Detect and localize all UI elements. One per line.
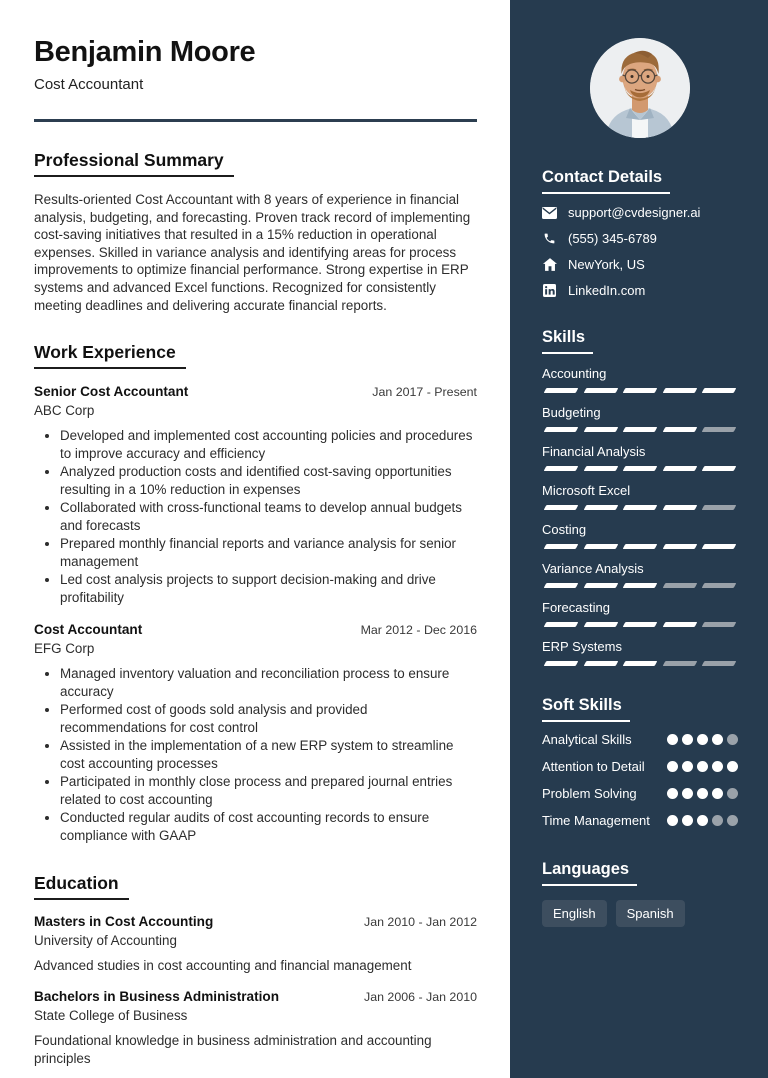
soft-skill-name: Problem Solving — [542, 786, 637, 801]
dot-filled — [697, 761, 708, 772]
skill-level-bar — [542, 622, 738, 627]
bar-segment-filled — [662, 427, 696, 432]
bar-segment-filled — [662, 544, 696, 549]
bar-segment-filled — [583, 466, 617, 471]
dot-filled — [727, 761, 738, 772]
bar-segment-filled — [544, 388, 578, 393]
bar-segment-filled — [702, 388, 736, 393]
education-description: Advanced studies in cost accounting and financial management — [34, 958, 412, 974]
soft-skill-level-dots — [667, 812, 738, 830]
phone-icon — [542, 231, 557, 246]
bullet-item: • Performed cost of goods sold analysis and provided recommendations for cost control — [60, 701, 477, 737]
bullet-item: • Led cost analysis projects to support decision-making and drive profitability — [60, 571, 477, 607]
education-section — [34, 873, 477, 1068]
dot-filled — [712, 761, 723, 772]
bullet-item: • Managed inventory valuation and reconciliation process to ensure accuracy — [60, 665, 477, 701]
bar-segment-filled — [544, 427, 578, 432]
contact-email — [542, 205, 738, 220]
bar-segment-filled — [623, 388, 657, 393]
contact-phone — [542, 231, 738, 246]
linkedin-icon — [542, 283, 557, 298]
language-pill-list — [542, 900, 738, 927]
skill-level-bar — [542, 388, 738, 393]
contact-section — [542, 168, 738, 298]
dot-filled — [682, 734, 693, 745]
bar-segment-filled — [544, 505, 578, 510]
bar-segment-filled — [662, 505, 696, 510]
skill-level-bar — [542, 505, 738, 510]
soft-skills-list — [542, 731, 738, 830]
education-header — [34, 914, 477, 929]
dot-filled — [667, 734, 678, 745]
education-description: Foundational knowledge in business administration and accounting principles — [34, 1033, 432, 1067]
soft-skill-item — [542, 731, 738, 749]
soft-skill-item — [542, 758, 738, 776]
home-icon — [542, 257, 557, 272]
bar-segment-filled — [662, 388, 696, 393]
education-header — [34, 989, 477, 1004]
skill-item — [542, 639, 738, 666]
job-bullet-list — [34, 665, 477, 845]
skill-item — [542, 483, 738, 510]
bullet-item: • Collaborated with cross-functional teams to develop annual budgets and forecasts — [60, 499, 477, 535]
envelope-icon — [542, 205, 557, 220]
job-company: EFG Corp — [34, 641, 95, 657]
bar-segment-filled — [583, 427, 617, 432]
education-dates: Jan 2010 - Jan 2012 — [364, 915, 477, 930]
contact-heading: Contact Details — [542, 168, 670, 194]
bullet-item: • Developed and implemented cost accounting policies and procedures to improve accuracy and efficiency — [60, 427, 477, 463]
contact-location-text: NewYork, US — [568, 257, 645, 272]
education-entry — [34, 989, 477, 1068]
experience-section — [34, 342, 477, 845]
skill-name: Financial Analysis — [542, 444, 646, 459]
dot-filled — [682, 815, 693, 826]
bar-segment-empty — [702, 583, 736, 588]
avatar-illustration — [590, 38, 690, 138]
bar-segment-empty — [702, 427, 736, 432]
person-title: Cost Accountant — [34, 76, 144, 93]
degree-title: Bachelors in Business Administration — [34, 989, 279, 1005]
bar-segment-filled — [583, 583, 617, 588]
bar-segment-filled — [623, 544, 657, 549]
job-entry — [34, 384, 477, 607]
degree-title: Masters in Cost Accounting — [34, 914, 214, 930]
dot-filled — [697, 815, 708, 826]
bar-segment-filled — [583, 505, 617, 510]
contact-email-text: support@cvdesigner.ai — [568, 205, 701, 220]
job-dates: Mar 2012 - Dec 2016 — [360, 623, 477, 638]
summary-text: Results-oriented Cost Accountant with 8 years of experience in financial analysis, budgeting, and forecasting. Proven track record of implementing cost-saving initiatives that resulted in a 15% reduction in operational expenses. Skilled in variance analysis and identifying areas for process improvements to optimize financial performance. Strong expertise in ERP systems and advanced Excel functions. Recognized for consistently meeting deadlines and delivering accurate financial reports. — [34, 192, 471, 313]
soft-skill-name: Analytical Skills — [542, 732, 632, 747]
education-dates: Jan 2006 - Jan 2010 — [364, 990, 477, 1005]
bar-segment-filled — [623, 505, 657, 510]
dot-empty — [727, 788, 738, 799]
bar-segment-filled — [662, 622, 696, 627]
dot-filled — [667, 815, 678, 826]
summary-heading: Professional Summary — [34, 150, 234, 177]
dot-filled — [697, 788, 708, 799]
bar-segment-filled — [662, 466, 696, 471]
soft-skill-level-dots — [667, 758, 738, 776]
skill-item — [542, 522, 738, 549]
dot-filled — [667, 788, 678, 799]
bar-segment-filled — [623, 622, 657, 627]
job-header — [34, 384, 477, 399]
bar-segment-empty — [702, 622, 736, 627]
skills-list — [542, 366, 738, 666]
bar-segment-filled — [583, 661, 617, 666]
job-entry — [34, 622, 477, 845]
skill-name: Budgeting — [542, 405, 601, 420]
bar-segment-filled — [623, 583, 657, 588]
dot-filled — [682, 761, 693, 772]
skills-section — [542, 328, 738, 666]
bar-segment-filled — [623, 661, 657, 666]
languages-section — [542, 860, 738, 927]
bar-segment-filled — [583, 622, 617, 627]
bullet-item: • Assisted in the implementation of a new ERP system to streamline cost accounting processes — [60, 737, 477, 773]
contact-phone-text: (555) 345-6789 — [568, 231, 657, 246]
dot-filled — [712, 788, 723, 799]
summary-section — [34, 150, 477, 314]
skill-level-bar — [542, 661, 738, 666]
bullet-item: • Participated in monthly close process and prepared journal entries related to cost accounting — [60, 773, 477, 809]
dot-filled — [697, 734, 708, 745]
bar-segment-empty — [662, 583, 696, 588]
skill-level-bar — [542, 427, 738, 432]
soft-skills-heading: Soft Skills — [542, 696, 630, 722]
skill-name: Accounting — [542, 366, 607, 381]
soft-skills-section — [542, 696, 738, 830]
bar-segment-filled — [623, 466, 657, 471]
skill-name: Microsoft Excel — [542, 483, 631, 498]
contact-linkedin — [542, 283, 738, 298]
job-bullet-list — [34, 427, 477, 607]
bar-segment-filled — [702, 466, 736, 471]
skill-item — [542, 561, 738, 588]
bar-segment-filled — [623, 427, 657, 432]
bar-segment-filled — [544, 583, 578, 588]
bar-segment-filled — [544, 544, 578, 549]
soft-skill-level-dots — [667, 731, 738, 749]
soft-skill-item — [542, 812, 738, 830]
header-divider — [34, 119, 477, 122]
bar-segment-filled — [702, 544, 736, 549]
language-pill: Spanish — [616, 900, 685, 927]
education-entry — [34, 914, 477, 975]
skill-level-bar — [542, 583, 738, 588]
skill-name: Costing — [542, 522, 587, 537]
dot-filled — [667, 761, 678, 772]
dot-empty — [727, 734, 738, 745]
contact-linkedin-text: LinkedIn.com — [568, 283, 646, 298]
skill-level-bar — [542, 466, 738, 471]
bullet-item: • Analyzed production costs and identified cost-saving opportunities resulting in a 10% reduction in expenses — [60, 463, 477, 499]
experience-heading: Work Experience — [34, 342, 186, 369]
bar-segment-filled — [544, 661, 578, 666]
soft-skill-level-dots — [667, 785, 738, 803]
bar-segment-filled — [544, 466, 578, 471]
soft-skill-item — [542, 785, 738, 803]
skill-item — [542, 600, 738, 627]
languages-heading: Languages — [542, 860, 637, 886]
job-company: ABC Corp — [34, 403, 95, 419]
job-title: Senior Cost Accountant — [34, 384, 189, 400]
skill-item — [542, 444, 738, 471]
skills-heading: Skills — [542, 328, 593, 354]
dot-empty — [727, 815, 738, 826]
bar-segment-filled — [583, 544, 617, 549]
job-dates: Jan 2017 - Present — [372, 385, 477, 400]
dot-filled — [682, 788, 693, 799]
profile-photo — [590, 38, 690, 138]
bar-segment-empty — [662, 661, 696, 666]
school-name: University of Accounting — [34, 933, 177, 949]
job-title: Cost Accountant — [34, 622, 143, 638]
skill-name: Variance Analysis — [542, 561, 644, 576]
contact-location — [542, 257, 738, 272]
language-pill: English — [542, 900, 607, 927]
skill-level-bar — [542, 544, 738, 549]
school-name: State College of Business — [34, 1008, 188, 1024]
skill-name: ERP Systems — [542, 639, 622, 654]
bar-segment-empty — [702, 505, 736, 510]
job-header — [34, 622, 477, 637]
bullet-item: • Conducted regular audits of cost accounting records to ensure compliance with GAAP — [60, 809, 477, 845]
bullet-item: • Prepared monthly financial reports and variance analysis for senior management — [60, 535, 477, 571]
soft-skill-name: Attention to Detail — [542, 759, 645, 774]
bar-segment-filled — [544, 622, 578, 627]
person-name: Benjamin Moore — [34, 36, 256, 68]
soft-skill-name: Time Management — [542, 813, 650, 828]
education-heading: Education — [34, 873, 129, 900]
dot-empty — [712, 815, 723, 826]
bar-segment-empty — [702, 661, 736, 666]
sidebar — [510, 0, 768, 1078]
dot-filled — [712, 734, 723, 745]
skill-item — [542, 405, 738, 432]
skill-name: Forecasting — [542, 600, 610, 615]
bar-segment-filled — [583, 388, 617, 393]
skill-item — [542, 366, 738, 393]
